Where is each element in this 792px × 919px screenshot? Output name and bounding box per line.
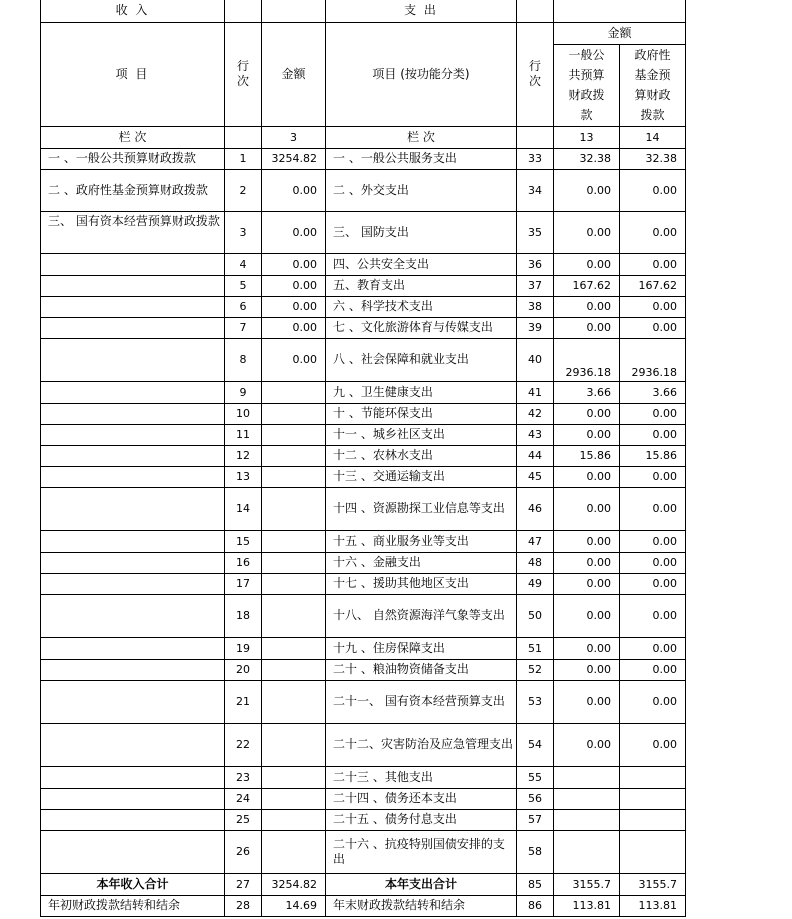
general-budget-cell: 0.00	[554, 317, 620, 338]
expense-item-cell: 十六 、金融支出	[326, 552, 517, 573]
income-amount-cell: 0.00	[262, 275, 326, 296]
expense-item-cell: 二十五 、债务付息支出	[326, 809, 517, 830]
income-item-cell	[41, 659, 225, 680]
income-line-cell: 21	[225, 680, 262, 723]
header-row-1	[41, 0, 686, 22]
expense-item-cell: 一 、一般公共服务支出	[326, 148, 517, 169]
income-line-cell: 7	[225, 317, 262, 338]
income-amount-cell: 14.69	[262, 895, 326, 916]
expense-line-cell: 48	[517, 552, 554, 573]
expense-line-cell: 49	[517, 573, 554, 594]
income-line-cell: 2	[225, 169, 262, 211]
general-budget-cell	[554, 809, 620, 830]
expense-line-cell: 85	[517, 873, 554, 895]
expense-line-cell: 44	[517, 445, 554, 466]
general-budget-cell: 15.86	[554, 445, 620, 466]
table-row	[41, 445, 686, 466]
fund-budget-header: 政府性 基金预 算财政 拨款	[620, 44, 686, 126]
fund-budget-cell	[620, 830, 686, 873]
expense-line-cell: 55	[517, 766, 554, 788]
expense-item-cell: 九 、卫生健康支出	[326, 381, 517, 403]
expense-item-cell: 十八、 自然资源海洋气象等支出	[326, 594, 517, 637]
expense-item-cell: 三、 国防支出	[326, 211, 517, 253]
general-budget-cell	[554, 766, 620, 788]
fund-budget-cell: 0.00	[620, 211, 686, 253]
income-line-cell: 25	[225, 809, 262, 830]
income-item-cell	[41, 424, 225, 445]
income-amount-cell	[262, 723, 326, 766]
income-line-cell: 4	[225, 253, 262, 275]
fund-budget-cell	[620, 766, 686, 788]
table-row	[41, 573, 686, 594]
income-line-cell: 10	[225, 403, 262, 424]
income-amount-cell	[262, 487, 326, 530]
expense-item-header: 项目 (按功能分类)	[326, 22, 517, 126]
expense-item-cell: 六 、科学技术支出	[326, 296, 517, 317]
income-amount-cell	[262, 594, 326, 637]
income-amount-cell	[262, 424, 326, 445]
general-budget-cell: 0.00	[554, 296, 620, 317]
income-line-cell: 1	[225, 148, 262, 169]
table-row	[41, 253, 686, 275]
income-item-cell	[41, 594, 225, 637]
income-item-cell	[41, 530, 225, 552]
expense-item-cell: 十二 、农林水支出	[326, 445, 517, 466]
expense-item-cell: 十 、节能环保支出	[326, 403, 517, 424]
income-amount-cell	[262, 445, 326, 466]
general-budget-header: 一般公 共预算 财政拨 款	[554, 44, 620, 126]
income-amount-cell	[262, 766, 326, 788]
general-budget-cell: 0.00	[554, 637, 620, 659]
general-budget-cell: 0.00	[554, 403, 620, 424]
income-amount-cell: 0.00	[262, 317, 326, 338]
expense-line-header: 行 次	[517, 22, 554, 126]
expense-line-cell: 33	[517, 148, 554, 169]
table-row	[41, 680, 686, 723]
income-item-cell	[41, 637, 225, 659]
income-amount-cell: 0.00	[262, 253, 326, 275]
fund-budget-cell: 0.00	[620, 317, 686, 338]
general-budget-cell: 0.00	[554, 573, 620, 594]
income-line-cell: 23	[225, 766, 262, 788]
general-budget-cell: 0.00	[554, 466, 620, 487]
table-row	[41, 594, 686, 637]
expense-line-cell: 43	[517, 424, 554, 445]
income-item-cell	[41, 445, 225, 466]
income-item-header: 项 目	[41, 22, 225, 126]
expense-item-cell: 四、公共安全支出	[326, 253, 517, 275]
income-item-cell	[41, 253, 225, 275]
amount-group-header: 金额	[554, 22, 686, 44]
general-budget-cell: 0.00	[554, 659, 620, 680]
income-line-cell: 14	[225, 487, 262, 530]
income-amount-cell	[262, 809, 326, 830]
carry-row	[41, 895, 686, 916]
fund-budget-cell: 0.00	[620, 169, 686, 211]
fund-budget-cell: 32.38	[620, 148, 686, 169]
expense-line-cell: 53	[517, 680, 554, 723]
expense-item-cell: 十七 、援助其他地区支出	[326, 573, 517, 594]
general-budget-cell: 0.00	[554, 552, 620, 573]
fund-budget-cell: 15.86	[620, 445, 686, 466]
expense-line-cell: 50	[517, 594, 554, 637]
fund-budget-cell: 2936.18	[620, 338, 686, 381]
table-row	[41, 809, 686, 830]
expense-item-cell: 五、教育支出	[326, 275, 517, 296]
expense-item-cell: 本年支出合计	[326, 873, 517, 895]
expense-line-cell: 45	[517, 466, 554, 487]
income-line-cell: 27	[225, 873, 262, 895]
expense-item-cell: 二十一、 国有资本经营预算支出	[326, 680, 517, 723]
expense-line-cell: 47	[517, 530, 554, 552]
income-line-cell: 20	[225, 659, 262, 680]
expense-line-cell: 36	[517, 253, 554, 275]
general-budget-cell	[554, 830, 620, 873]
income-amount-header: 金额	[262, 22, 326, 126]
income-line-cell: 15	[225, 530, 262, 552]
expense-line-cell: 34	[517, 169, 554, 211]
table-row	[41, 830, 686, 873]
income-line-cell: 24	[225, 788, 262, 809]
income-amount-cell	[262, 466, 326, 487]
general-budget-cell: 0.00	[554, 211, 620, 253]
expense-line-cell: 58	[517, 830, 554, 873]
income-amount-cell	[262, 381, 326, 403]
column-number: 14	[620, 126, 686, 148]
income-item-cell: 本年收入合计	[41, 873, 225, 895]
fund-budget-cell: 0.00	[620, 594, 686, 637]
expense-line-cell: 86	[517, 895, 554, 916]
income-item-cell: 一 、一般公共预算财政拨款	[41, 148, 225, 169]
income-line-cell: 13	[225, 466, 262, 487]
income-item-cell	[41, 680, 225, 723]
table-row	[41, 466, 686, 487]
fund-budget-cell: 0.00	[620, 487, 686, 530]
table-row	[41, 723, 686, 766]
table-row	[41, 169, 686, 211]
income-item-cell	[41, 830, 225, 873]
income-item-cell	[41, 466, 225, 487]
expense-item-cell: 年末财政拨款结转和结余	[326, 895, 517, 916]
expense-line-cell: 57	[517, 809, 554, 830]
table-row	[41, 211, 686, 253]
column-label: 栏 次	[326, 126, 517, 148]
general-budget-cell	[554, 788, 620, 809]
table-row	[41, 424, 686, 445]
income-amount-cell: 0.00	[262, 211, 326, 253]
fund-budget-cell: 0.00	[620, 723, 686, 766]
expense-item-cell: 十三 、交通运输支出	[326, 466, 517, 487]
general-budget-cell: 0.00	[554, 594, 620, 637]
income-line-cell: 16	[225, 552, 262, 573]
income-item-cell	[41, 275, 225, 296]
income-line-cell: 26	[225, 830, 262, 873]
income-item-cell	[41, 403, 225, 424]
expense-item-cell: 二十六 、抗疫特别国债安排的支出	[326, 830, 517, 873]
income-amount-cell	[262, 573, 326, 594]
fund-budget-cell: 0.00	[620, 530, 686, 552]
table-row	[41, 788, 686, 809]
income-line-cell: 28	[225, 895, 262, 916]
table-row	[41, 487, 686, 530]
table-row	[41, 338, 686, 381]
income-item-cell	[41, 487, 225, 530]
fund-budget-cell: 3155.7	[620, 873, 686, 895]
column-number-row	[41, 126, 686, 148]
expense-line-cell: 38	[517, 296, 554, 317]
income-amount-cell: 3254.82	[262, 148, 326, 169]
general-budget-cell: 0.00	[554, 680, 620, 723]
general-budget-cell: 167.62	[554, 275, 620, 296]
income-item-cell	[41, 573, 225, 594]
income-item-cell	[41, 338, 225, 381]
expense-line-cell: 54	[517, 723, 554, 766]
table-row	[41, 381, 686, 403]
expense-line-cell: 52	[517, 659, 554, 680]
income-line-cell: 17	[225, 573, 262, 594]
fund-budget-cell	[620, 788, 686, 809]
income-line-cell: 9	[225, 381, 262, 403]
income-line-cell: 19	[225, 637, 262, 659]
income-amount-cell	[262, 680, 326, 723]
income-line-cell: 5	[225, 275, 262, 296]
income-line-cell: 8	[225, 338, 262, 381]
income-line-cell: 22	[225, 723, 262, 766]
general-budget-cell: 3155.7	[554, 873, 620, 895]
expense-line-cell: 40	[517, 338, 554, 381]
income-amount-cell	[262, 552, 326, 573]
income-item-cell	[41, 317, 225, 338]
expense-line-cell: 42	[517, 403, 554, 424]
income-line-cell: 6	[225, 296, 262, 317]
expense-line-cell: 37	[517, 275, 554, 296]
expense-item-cell: 二十 、粮油物资储备支出	[326, 659, 517, 680]
income-amount-cell	[262, 637, 326, 659]
general-budget-cell: 0.00	[554, 723, 620, 766]
income-item-cell	[41, 296, 225, 317]
fund-budget-cell: 0.00	[620, 424, 686, 445]
table-row	[41, 317, 686, 338]
fund-budget-cell: 167.62	[620, 275, 686, 296]
table-row	[41, 530, 686, 552]
general-budget-cell: 0.00	[554, 169, 620, 211]
income-amount-cell	[262, 403, 326, 424]
fund-budget-cell	[620, 809, 686, 830]
expense-line-cell: 51	[517, 637, 554, 659]
income-amount-cell	[262, 788, 326, 809]
expense-item-cell: 二十三 、其他支出	[326, 766, 517, 788]
table-row	[41, 275, 686, 296]
table-row	[41, 659, 686, 680]
table-row	[41, 403, 686, 424]
expense-item-cell: 二 、外交支出	[326, 169, 517, 211]
expense-line-cell: 41	[517, 381, 554, 403]
expense-line-cell: 39	[517, 317, 554, 338]
expense-item-cell: 十一 、城乡社区支出	[326, 424, 517, 445]
fund-budget-cell: 3.66	[620, 381, 686, 403]
expense-item-cell: 二十四 、债务还本支出	[326, 788, 517, 809]
income-amount-cell	[262, 530, 326, 552]
income-header: 收 入	[41, 0, 225, 22]
general-budget-cell: 2936.18	[554, 338, 620, 381]
income-item-cell: 年初财政拨款结转和结余	[41, 895, 225, 916]
income-item-cell	[41, 766, 225, 788]
fund-budget-cell: 0.00	[620, 552, 686, 573]
expense-line-cell: 56	[517, 788, 554, 809]
income-amount-cell	[262, 830, 326, 873]
table-row	[41, 296, 686, 317]
income-line-header: 行 次	[225, 22, 262, 126]
fund-budget-cell: 0.00	[620, 680, 686, 723]
expense-line-cell: 35	[517, 211, 554, 253]
general-budget-cell: 0.00	[554, 487, 620, 530]
fund-budget-cell: 0.00	[620, 659, 686, 680]
budget-table	[40, 0, 686, 917]
income-line-cell: 3	[225, 211, 262, 253]
table-row	[41, 148, 686, 169]
income-line-cell: 18	[225, 594, 262, 637]
column-number: 13	[554, 126, 620, 148]
income-item-cell: 二 、政府性基金预算财政拨款	[41, 169, 225, 211]
fund-budget-cell: 0.00	[620, 637, 686, 659]
expense-item-cell: 二十二、灾害防治及应急管理支出	[326, 723, 517, 766]
income-amount-cell: 0.00	[262, 169, 326, 211]
income-amount-cell	[262, 659, 326, 680]
column-number: 3	[262, 126, 326, 148]
general-budget-cell: 113.81	[554, 895, 620, 916]
income-line-cell: 12	[225, 445, 262, 466]
expense-item-cell: 十四 、资源勘探工业信息等支出	[326, 487, 517, 530]
header-row-2	[41, 22, 686, 44]
general-budget-cell: 3.66	[554, 381, 620, 403]
general-budget-cell: 0.00	[554, 530, 620, 552]
general-budget-cell: 32.38	[554, 148, 620, 169]
expense-header: 支 出	[326, 0, 517, 22]
fund-budget-cell: 0.00	[620, 466, 686, 487]
income-item-cell	[41, 809, 225, 830]
fund-budget-cell: 113.81	[620, 895, 686, 916]
general-budget-cell: 0.00	[554, 253, 620, 275]
expense-item-cell: 十五 、商业服务业等支出	[326, 530, 517, 552]
table-row	[41, 766, 686, 788]
income-item-cell	[41, 723, 225, 766]
expense-line-cell: 46	[517, 487, 554, 530]
general-budget-cell: 0.00	[554, 424, 620, 445]
fund-budget-cell: 0.00	[620, 253, 686, 275]
income-amount-cell: 0.00	[262, 338, 326, 381]
income-amount-cell: 0.00	[262, 296, 326, 317]
totals-row	[41, 873, 686, 895]
expense-item-cell: 十九 、住房保障支出	[326, 637, 517, 659]
income-item-cell: 三、 国有资本经营预算财政拨款	[41, 211, 225, 253]
income-line-cell: 11	[225, 424, 262, 445]
table-row	[41, 637, 686, 659]
income-item-cell	[41, 381, 225, 403]
expense-item-cell: 八 、社会保障和就业支出	[326, 338, 517, 381]
fund-budget-cell: 0.00	[620, 403, 686, 424]
fund-budget-cell: 0.00	[620, 296, 686, 317]
income-item-cell	[41, 552, 225, 573]
expense-item-cell: 七 、文化旅游体育与传媒支出	[326, 317, 517, 338]
column-label: 栏 次	[41, 126, 225, 148]
fund-budget-cell: 0.00	[620, 573, 686, 594]
table-row	[41, 552, 686, 573]
income-amount-cell: 3254.82	[262, 873, 326, 895]
income-item-cell	[41, 788, 225, 809]
